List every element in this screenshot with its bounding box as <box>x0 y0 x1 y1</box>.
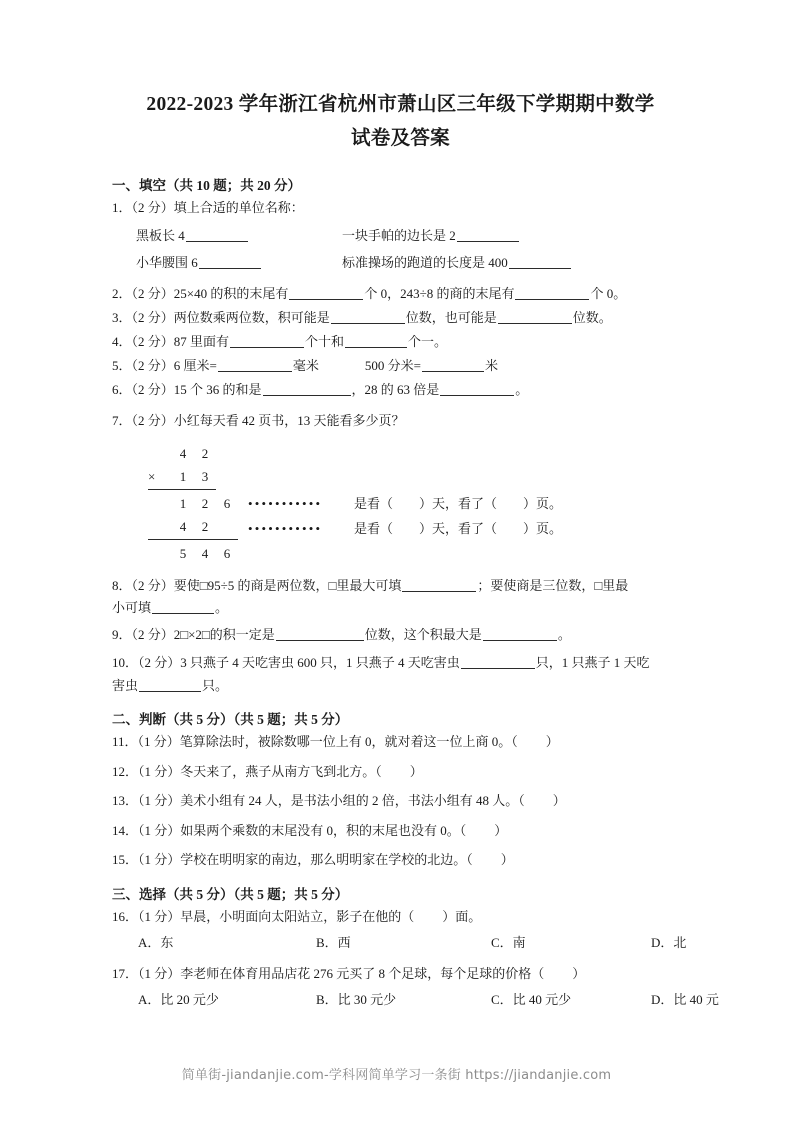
question-6 <box>112 379 689 401</box>
partial-1-op-space <box>148 493 172 515</box>
result-op-space <box>148 543 172 565</box>
question-9-part-3: 。 <box>557 626 571 642</box>
blank-q1-c[interactable] <box>199 255 261 269</box>
multiplier-group <box>148 466 216 490</box>
question-8-part-1: 8．（2 分）要使□95÷5 的商是两位数，□里最大可填 <box>112 577 402 593</box>
question-15-close-paren: ） <box>500 852 514 867</box>
page-title-line-2: 试卷及答案 <box>350 128 450 149</box>
question-7-note-2-b: ）天，看了（ <box>419 521 498 536</box>
blank-q2-a[interactable] <box>289 286 363 300</box>
leader-dots-2: ••••••••••• <box>248 521 323 536</box>
question-11-close-paren: ） <box>545 734 559 749</box>
question-17-options <box>112 989 719 1011</box>
question-16-option-d[interactable]: D．北 <box>651 935 687 950</box>
multiplier-digit-2: 3 <box>201 469 209 484</box>
question-3-part-1: 3．（2 分）两位数乘两位数，积可能是 <box>112 309 330 325</box>
partial-1-digit-3: 6 <box>223 496 231 511</box>
question-9-part-2: 位数，这个积最大是 <box>364 626 482 642</box>
blank-q10-b[interactable] <box>139 678 201 692</box>
question-1-item-b <box>342 225 689 247</box>
question-1-stem: 1．（2 分）填上合适的单位名称： <box>112 200 304 215</box>
question-1-row-2 <box>112 252 689 274</box>
question-13-text: 13．（1 分）美术小组有 24 人，是书法小组的 2 倍，书法小组有 48 人。（ <box>112 793 525 808</box>
partial-1-digit-1: 1 <box>179 496 187 511</box>
question-7-note-1 <box>354 493 562 515</box>
question-17-text: 17．（1 分）李老师在体育用品店花 276 元买了 8 个足球，每个足球的价格（ <box>112 965 545 981</box>
blank-q4-a[interactable] <box>230 334 304 348</box>
question-16-options <box>112 932 689 954</box>
question-14-close-paren: ） <box>494 822 508 838</box>
question-3 <box>112 307 689 329</box>
question-1-item-a-text: 黑板长 4 <box>136 227 185 243</box>
blank-q1-d[interactable] <box>509 255 571 269</box>
blank-q3-b[interactable] <box>498 310 572 324</box>
section-heading-true-false: 二、判断（共 5 分）（共 5 题；共 5 分） <box>112 712 349 727</box>
question-14 <box>112 820 689 842</box>
leader-dots-1: ••••••••••• <box>248 496 323 511</box>
footer-watermark: 简单街-jiandanjie.com-学科网简单学习一条街 https://jiandanjie.com <box>181 1068 612 1083</box>
question-5-part-3: 500 分米= <box>364 357 421 373</box>
question-1-item-b-text: 一块手帕的边长是 2 <box>342 227 456 243</box>
question-7-note-1-a: 是看（ <box>354 496 394 511</box>
partial-product-1 <box>148 493 238 515</box>
question-11 <box>112 731 689 753</box>
blank-q1-a[interactable] <box>186 228 248 242</box>
question-2 <box>112 283 689 305</box>
vertical-row-multiplier <box>148 465 689 490</box>
question-11-text: 11．（1 分）笔算除法时，被除数哪一位上有 0，就对着这一位上商 0。（ <box>112 734 518 749</box>
partial-1-digit-2: 2 <box>201 496 209 511</box>
vertical-row-multiplicand <box>148 440 689 465</box>
question-16-text: 16．（1 分）早晨，小明面向太阳站立，影子在他的（ <box>112 908 415 924</box>
question-14-text: 14．（1 分）如果两个乘数的末尾没有 0，积的末尾也没有 0。（ <box>112 822 467 838</box>
question-7-stem: 7．（2 分）小红每天看 42 页书，13 天能看多少页？ <box>112 413 405 428</box>
section-heading-multiple-choice: 三、选择（共 5 分）（共 5 题；共 5 分） <box>112 886 349 902</box>
blank-q2-b[interactable] <box>515 286 589 300</box>
question-6-part-1: 6．（2 分）15 个 36 的和是 <box>112 381 262 397</box>
question-4-part-1: 4．（2 分）87 里面有 <box>112 333 230 349</box>
question-12 <box>112 761 689 783</box>
question-17-option-d[interactable]: D．比 40 元 <box>651 992 719 1007</box>
question-5 <box>112 355 689 377</box>
question-1-item-d <box>342 252 689 274</box>
question-1-item-c-text: 小华腰围 6 <box>136 255 198 270</box>
question-5-part-1: 5．（2 分）6 厘米= <box>112 357 217 373</box>
question-10 <box>112 652 689 674</box>
question-1-item-a <box>136 225 342 247</box>
question-17-option-b[interactable]: B．比 30 元少 <box>316 992 397 1007</box>
product-result <box>148 543 238 565</box>
question-16-option-b[interactable]: B．西 <box>316 935 351 950</box>
blank-q9-b[interactable] <box>483 627 557 641</box>
result-digit-2: 4 <box>201 546 209 561</box>
question-3-part-3: 位数。 <box>572 309 612 325</box>
question-16 <box>112 906 689 928</box>
question-2-part-1: 2．（2 分）25×40 的积的末尾有 <box>112 285 289 301</box>
question-4 <box>112 331 689 353</box>
vertical-row-result <box>148 540 689 565</box>
question-1-item-c <box>136 252 342 274</box>
question-5-part-2: 毫米 <box>292 357 319 373</box>
question-15 <box>112 849 689 871</box>
blank-q6-b[interactable] <box>440 382 514 396</box>
vertical-row-partial-2 <box>148 515 689 540</box>
blank-q8-b[interactable] <box>152 600 214 614</box>
question-5-part-4: 米 <box>484 357 498 373</box>
blank-q10-a[interactable] <box>461 655 535 669</box>
question-13 <box>112 790 689 812</box>
question-6-part-3: 。 <box>515 381 529 397</box>
multiplicand-op-space <box>148 443 172 465</box>
multiplicand-digit-1: 4 <box>179 446 187 461</box>
question-1-row-1 <box>112 225 689 247</box>
question-12-text: 12．（1 分）冬天来了，燕子从南方飞到北方。（ <box>112 763 382 779</box>
question-10-part-2: 只，1 只燕子 1 天吃 <box>535 655 650 670</box>
question-10-part-4: 只。 <box>202 677 229 693</box>
question-8-continued <box>112 597 689 619</box>
question-8-part-3: 小可填 <box>112 600 152 615</box>
page-title-line-1: 2022-2023 学年浙江省杭州市萧山区三年级下学期期中数学 <box>146 94 655 115</box>
question-8-part-4: 。 <box>215 600 229 615</box>
question-13-close-paren: ） <box>552 793 566 808</box>
question-9-part-1: 9．（2 分）2□×2□的积一定是 <box>112 626 275 642</box>
question-4-part-3: 个一。 <box>408 333 448 349</box>
multiplier-digit-1: 1 <box>179 469 187 484</box>
blank-q8-a[interactable] <box>402 578 476 592</box>
question-8-part-2: ；要使商是三位数，□里最 <box>477 577 629 593</box>
question-17-option-a[interactable]: A．比 20 元少 <box>138 992 219 1007</box>
partial-2-digit-1: 4 <box>179 519 187 534</box>
question-17-option-c[interactable]: C．比 40 元少 <box>491 992 572 1007</box>
blank-q4-b[interactable] <box>345 334 407 348</box>
partial-2-digit-2: 2 <box>201 519 209 534</box>
question-17-close-paren: ） <box>572 965 586 981</box>
question-12-close-paren: ） <box>409 763 423 779</box>
question-7-note-1-c: ）页。 <box>523 496 563 511</box>
question-7-note-2-c: ）页。 <box>523 521 563 536</box>
question-3-part-2: 位数，也可能是 <box>405 309 497 325</box>
vertical-row-partial-1 <box>148 490 689 515</box>
question-8 <box>112 575 689 597</box>
question-1-item-d-text: 标准操场的跑道的长度是 400 <box>342 255 508 270</box>
question-2-part-2: 个 0，243÷8 的商的末尾有 <box>364 285 515 301</box>
question-16-option-a[interactable]: A．东 <box>138 935 174 950</box>
multiplicand-digit-2: 2 <box>201 446 209 461</box>
blank-q6-a[interactable] <box>263 382 351 396</box>
multiply-operator-icon: × <box>148 469 156 484</box>
question-7-note-2 <box>354 518 562 540</box>
result-digit-3: 6 <box>223 546 231 561</box>
blank-q1-b[interactable] <box>457 228 519 242</box>
question-10-part-1: 10．（2 分）3 只燕子 4 天吃害虫 600 只，1 只燕子 4 天吃害虫 <box>112 655 460 670</box>
blank-q3-a[interactable] <box>331 310 405 324</box>
question-6-part-2: ，28 的 63 倍是 <box>351 381 440 397</box>
question-2-part-3: 个 0。 <box>590 285 627 301</box>
question-15-text: 15．（1 分）学校在明明家的南边，那么明明家在学校的北边。（ <box>112 852 473 867</box>
blank-q5-a[interactable] <box>218 358 292 372</box>
question-7-note-2-a: 是看（ <box>354 521 394 536</box>
question-7-vertical-calculation <box>112 440 689 565</box>
question-10-continued <box>112 675 689 697</box>
partial-2-op-space <box>148 516 172 538</box>
question-9 <box>112 624 689 646</box>
result-digit-1: 5 <box>179 546 187 561</box>
section-heading-fill-in-blank: 一、填空（共 10 题；共 20 分） <box>112 178 301 193</box>
multiplicand <box>148 443 216 465</box>
question-4-part-2: 个十和 <box>305 333 345 349</box>
question-17 <box>112 963 689 985</box>
question-10-part-3: 害虫 <box>112 677 139 693</box>
blank-q5-b[interactable] <box>422 358 484 372</box>
page-title <box>112 0 689 156</box>
question-16-option-c[interactable]: C．南 <box>491 935 526 950</box>
question-7-note-1-b: ）天，看了（ <box>419 496 498 511</box>
blank-q9-a[interactable] <box>276 627 364 641</box>
partial-product-2 <box>148 516 238 540</box>
question-16-close-paren: ）面。 <box>442 908 482 924</box>
